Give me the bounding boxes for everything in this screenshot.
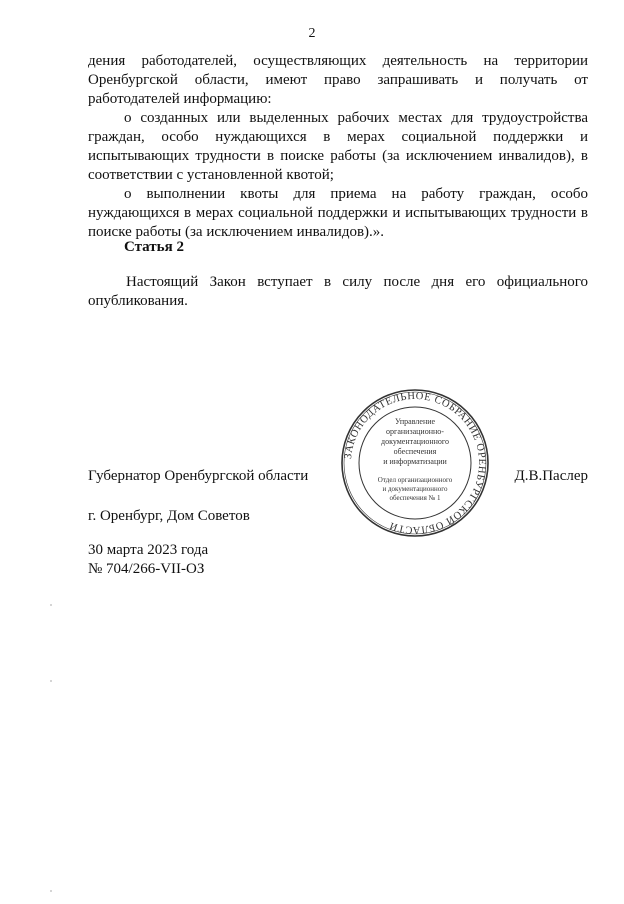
scan-speck [50, 604, 52, 606]
seal-inner-line: обеспечения № 1 [389, 494, 441, 502]
signing-place: г. Оренбург, Дом Советов [88, 508, 250, 524]
body-paragraph: о созданных или выделенных рабочих местах для трудоустройства граждан, особо нуждающихся в мерах социальной поддержки и испытывающих трудности в поиске работы (за исключением инвалидов), в соответствии с установленной квотой; [88, 110, 588, 183]
seal-inner-line: обеспечения [393, 447, 437, 456]
page-number: 2 [308, 26, 316, 41]
article-text: Настоящий Закон вступает в силу после дня его официального опубликования. [88, 274, 588, 309]
seal-inner-line: Отдел организационного [377, 476, 453, 484]
body-paragraph: о выполнении квоты для приема на работу граждан, особо нуждающихся в мерах социальной поддержки и испытывающих трудности в поиске работы (за исключением инвалидов).». [88, 186, 588, 240]
article-heading: Статья 2 [124, 239, 184, 255]
official-seal [340, 388, 490, 538]
seal-inner-line: организационно- [386, 427, 444, 436]
seal-inner-line: Управление [394, 417, 436, 426]
signatory-position: Губернатор Оренбургской области [88, 468, 309, 484]
signing-date: 30 марта 2023 года [88, 542, 209, 558]
signatory-name: Д.В.Паслер [514, 468, 588, 484]
scan-speck [50, 890, 52, 892]
seal-inner-line: и информатизации [383, 457, 447, 466]
seal-inner-line: документационного [381, 437, 449, 446]
seal-inner-line: и документационного [382, 485, 448, 493]
document-body [88, 52, 588, 242]
law-number: № 704/266-VII-ОЗ [88, 561, 205, 577]
seal-outer-text: ЗАКОНОДАТЕЛЬНОЕ СОБРАНИЕ ОРЕНБУРГСКОЙ ОБЛАСТИ [343, 390, 488, 536]
body-paragraph: дения работодателей, осуществляющих деятельность на территории Оренбургской области, имеют право запрашивать и получать от работодателей информацию: [88, 53, 588, 107]
scan-speck [50, 680, 52, 682]
